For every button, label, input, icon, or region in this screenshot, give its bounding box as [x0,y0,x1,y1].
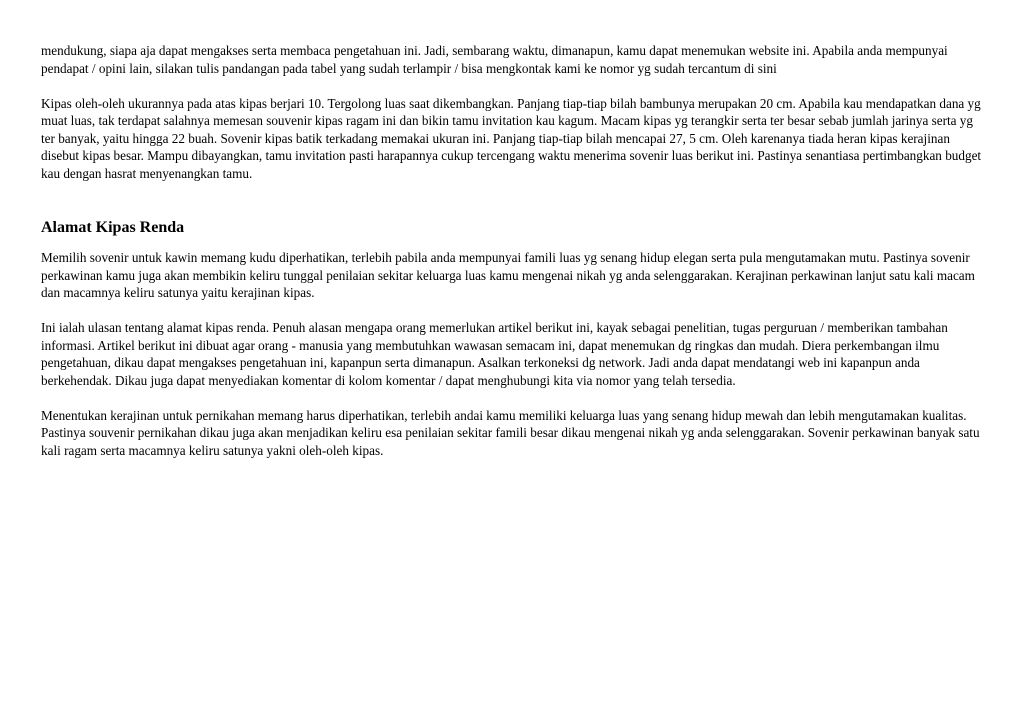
paragraph-souvenir: Memilih sovenir untuk kawin memang kudu diperhatikan, terlebih pabila anda mempunyai famili luas yg senang hidup elegan serta pula mengutamakan mutu. Pastinya sovenir perkawinan kamu juga akan membikin keliru tunggal penilaian sekitar keluarga luas kamu mengenai nikah yg anda selenggarakan. Kerajinan perkawinan lanjut satu kali macam dan macamnya keliru satunya yaitu kerajinan kipas. [41,250,975,300]
paragraph-review: Ini ialah ulasan tentang alamat kipas renda. Penuh alasan mengapa orang memerlukan artikel berikut ini, kayak sebagai penelitian, tugas perguruan / memberikan tambahan informasi. Artikel berikut ini dibuat agar orang - manusia yang membutuhkan wawasan semacam ini, dapat menemukan dg ringkas dan mudah. Diera perkembangan ilmu pengetahuan, dikau dapat mengakses pengetahuan ini, kapanpun serta dimanapun. Asalkan terkoneksi dg network. Jadi anda dapat mendatangi web ini kapanpun anda berkehendak. Dikau juga dapat menyediakan komentar di kolom komentar / dapat menghubungi kita via nomor yang telah tersedia. [41,320,948,388]
paragraph-gap [41,77,983,95]
section-heading: Alamat Kipas Renda [41,219,185,236]
paragraph-kipas-size: Kipas oleh-oleh ukurannya pada atas kipas berjari 10. Tergolong luas saat dikembangkan. Panjang tiap-tiap bilah bambunya merupakan 20 cm. Apabila kau mendapatkan dana yg muat luas, tak terdapat salahnya memesan souvenir kipas ragam ini dan bikin tamu invitation kau kagum. Macam kipas yg terangkir serta ter besar sebab jumlah jarinya serta yg ter banyak, yaitu hingga 22 buah. Sovenir kipas batik terkadang memakai ukuran ini. Panjang tiap-tiap bilah mencapai 27, 5 cm. Oleh karenanya tiada heran kipas kerajinan disebut kipas besar. Mampu dibayangkan, tamu invitation pasti harapannya cukup tercengang waktu menerima sovenir luas berikut ini. Pastinya senantiasa pertimbangkan budget kau dengan hasrat menyenangkan tamu. [41,95,982,181]
paragraph-gap [41,389,983,407]
paragraph-wedding: Menentukan kerajinan untuk pernikahan memang harus diperhatikan, terlebih andai kamu memiliki keluarga luas yang senang hidup mewah dan lebih mengutamakan kualitas. Pastinya souvenir pernikahan dikau juga akan menjadikan keliru esa penilaian sekitar famili besar dikau mengenai nikah yg anda selenggarakan. Sovenir perkawinan banyak satu kali ragam serta macamnya keliru satunya yakni oleh-oleh kipas. [41,407,980,458]
document-page [41,42,983,459]
paragraph-gap [41,302,983,320]
paragraph-intro: mendukung, siapa aja dapat mengakses serta membaca pengetahuan ini. Jadi, sembarang waktu, dimanapun, kamu dapat menemukan website ini. Apabila anda mempunyai pendapat / opini lain, silakan tulis pandangan pada tabel yang sudah terlampir / bisa mengkontak kami ke nomor yg sudah tercantum di sini [41,43,948,76]
heading-gap [41,238,983,249]
section-gap [41,182,983,218]
